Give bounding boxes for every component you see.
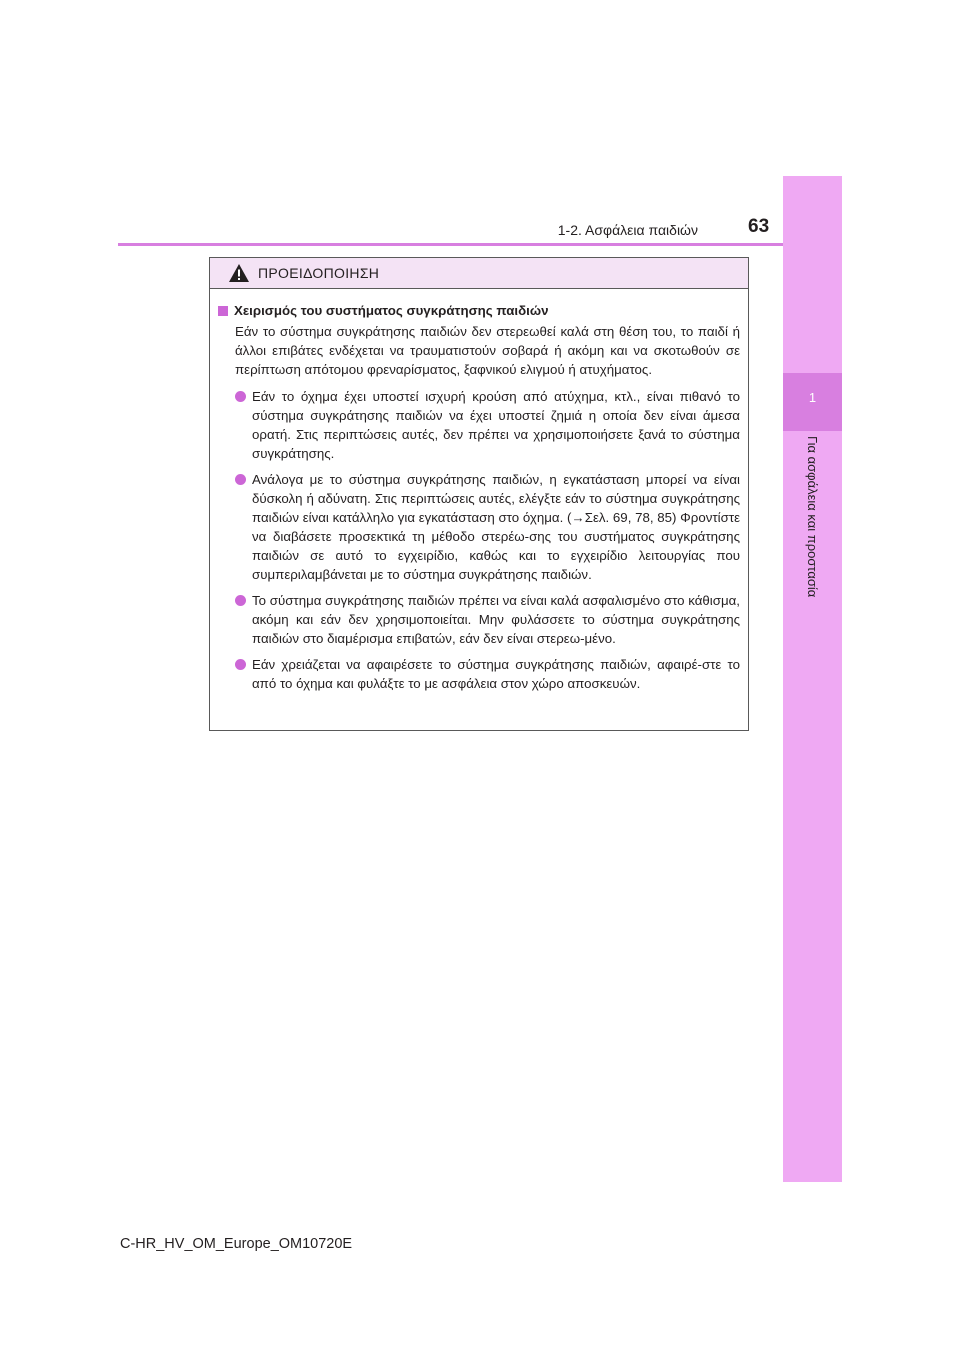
intro-paragraph: Εάν το σύστημα συγκράτησης παιδιών δεν στερεωθεί καλά στη θέση του, το παιδί ή άλλοι επιβάτες ενδέχεται να τραυματιστούν σοβαρά ή ακόμη και να σκοτωθούν σε περίπτωση απότομου φρεναρίσματος, ξαφνικού ελιγμού ή ατυχήματος. [235, 324, 740, 377]
subheading-text: Χειρισμός του συστήματος συγκράτησης παιδιών [234, 303, 549, 318]
warning-title: ΠΡΟΕΙΔΟΠΟΙΗΣΗ [258, 265, 380, 281]
list-item-text: Εάν χρειάζεται να αφαιρέσετε το σύστημα συγκράτησης παιδιών, αφαιρέ-στε το από το όχημα και φυλάξτε το με ασφάλεια στον χώρο αποσκευών. [252, 657, 740, 691]
round-bullet-icon [235, 474, 246, 485]
side-band [783, 176, 842, 1182]
warning-triangle-icon [228, 263, 250, 283]
chapter-number: 1 [808, 390, 817, 405]
chapter-label: Για ασφάλεια και προστασία [805, 436, 820, 598]
round-bullet-icon [235, 595, 246, 606]
header-rule [118, 243, 783, 246]
round-bullet-icon [235, 659, 246, 670]
square-bullet-icon [218, 306, 228, 316]
warning-subheading [218, 301, 740, 320]
section-title: 1-2. Ασφάλεια παιδιών [557, 222, 698, 238]
list-item [235, 470, 740, 584]
list-item-text: Ανάλογα με το σύστημα συγκράτησης παιδιών, η εγκατάσταση μπορεί να είναι δύσκολη ή αδύνατη. Στις περιπτώσεις αυτές, ελέγξτε εάν το σύστημα συγκράτησης παιδιών είναι κατάλληλο για εγκατάσταση στο όχημα. (→Σελ. 69, 78, 85) Φροντίστε να διαβάσετε προσεκτικά τη μέθοδο στερέω-σης του συστήματος συγκράτησης παιδιών σε αυτό το εγχειρίδιο, καθώς και το εγχειρίδιο λειτουργίας που συμπεριλαμβάνεται με το σύστημα συγκράτησης παιδιών. [252, 472, 740, 582]
document-id: C-HR_HV_OM_Europe_OM10720E [120, 1236, 353, 1252]
list-item-text: Εάν το όχημα έχει υποστεί ισχυρή κρούση από ατύχημα, κτλ., είναι πιθανό το σύστημα συγκράτησης παιδιών να έχει υποστεί ζημιά η οποία δεν είναι άμεσα ορατή. Στις περιπτώσεις αυτές, δεν πρέπει να χρησιμοποιήσετε ξανά το σύστημα συγκράτησης. [252, 389, 740, 461]
list-item [235, 591, 740, 648]
list-item-text: Το σύστημα συγκράτησης παιδιών πρέπει να είναι καλά ασφαλισμένο στο κάθισμα, ακόμη και εάν δεν χρησιμοποιείται. Μην φυλάσσετε το σύστημα συγκράτησης παιδιών στο διαμέρισμα επιβατών, εάν δεν είναι στερεω-μένο. [252, 593, 740, 646]
list-item [235, 655, 740, 693]
warning-body [210, 289, 748, 693]
warning-box [209, 257, 749, 731]
round-bullet-icon [235, 391, 246, 402]
warning-header [210, 258, 748, 289]
page-number: 63 [748, 216, 770, 237]
list-item [235, 387, 740, 463]
